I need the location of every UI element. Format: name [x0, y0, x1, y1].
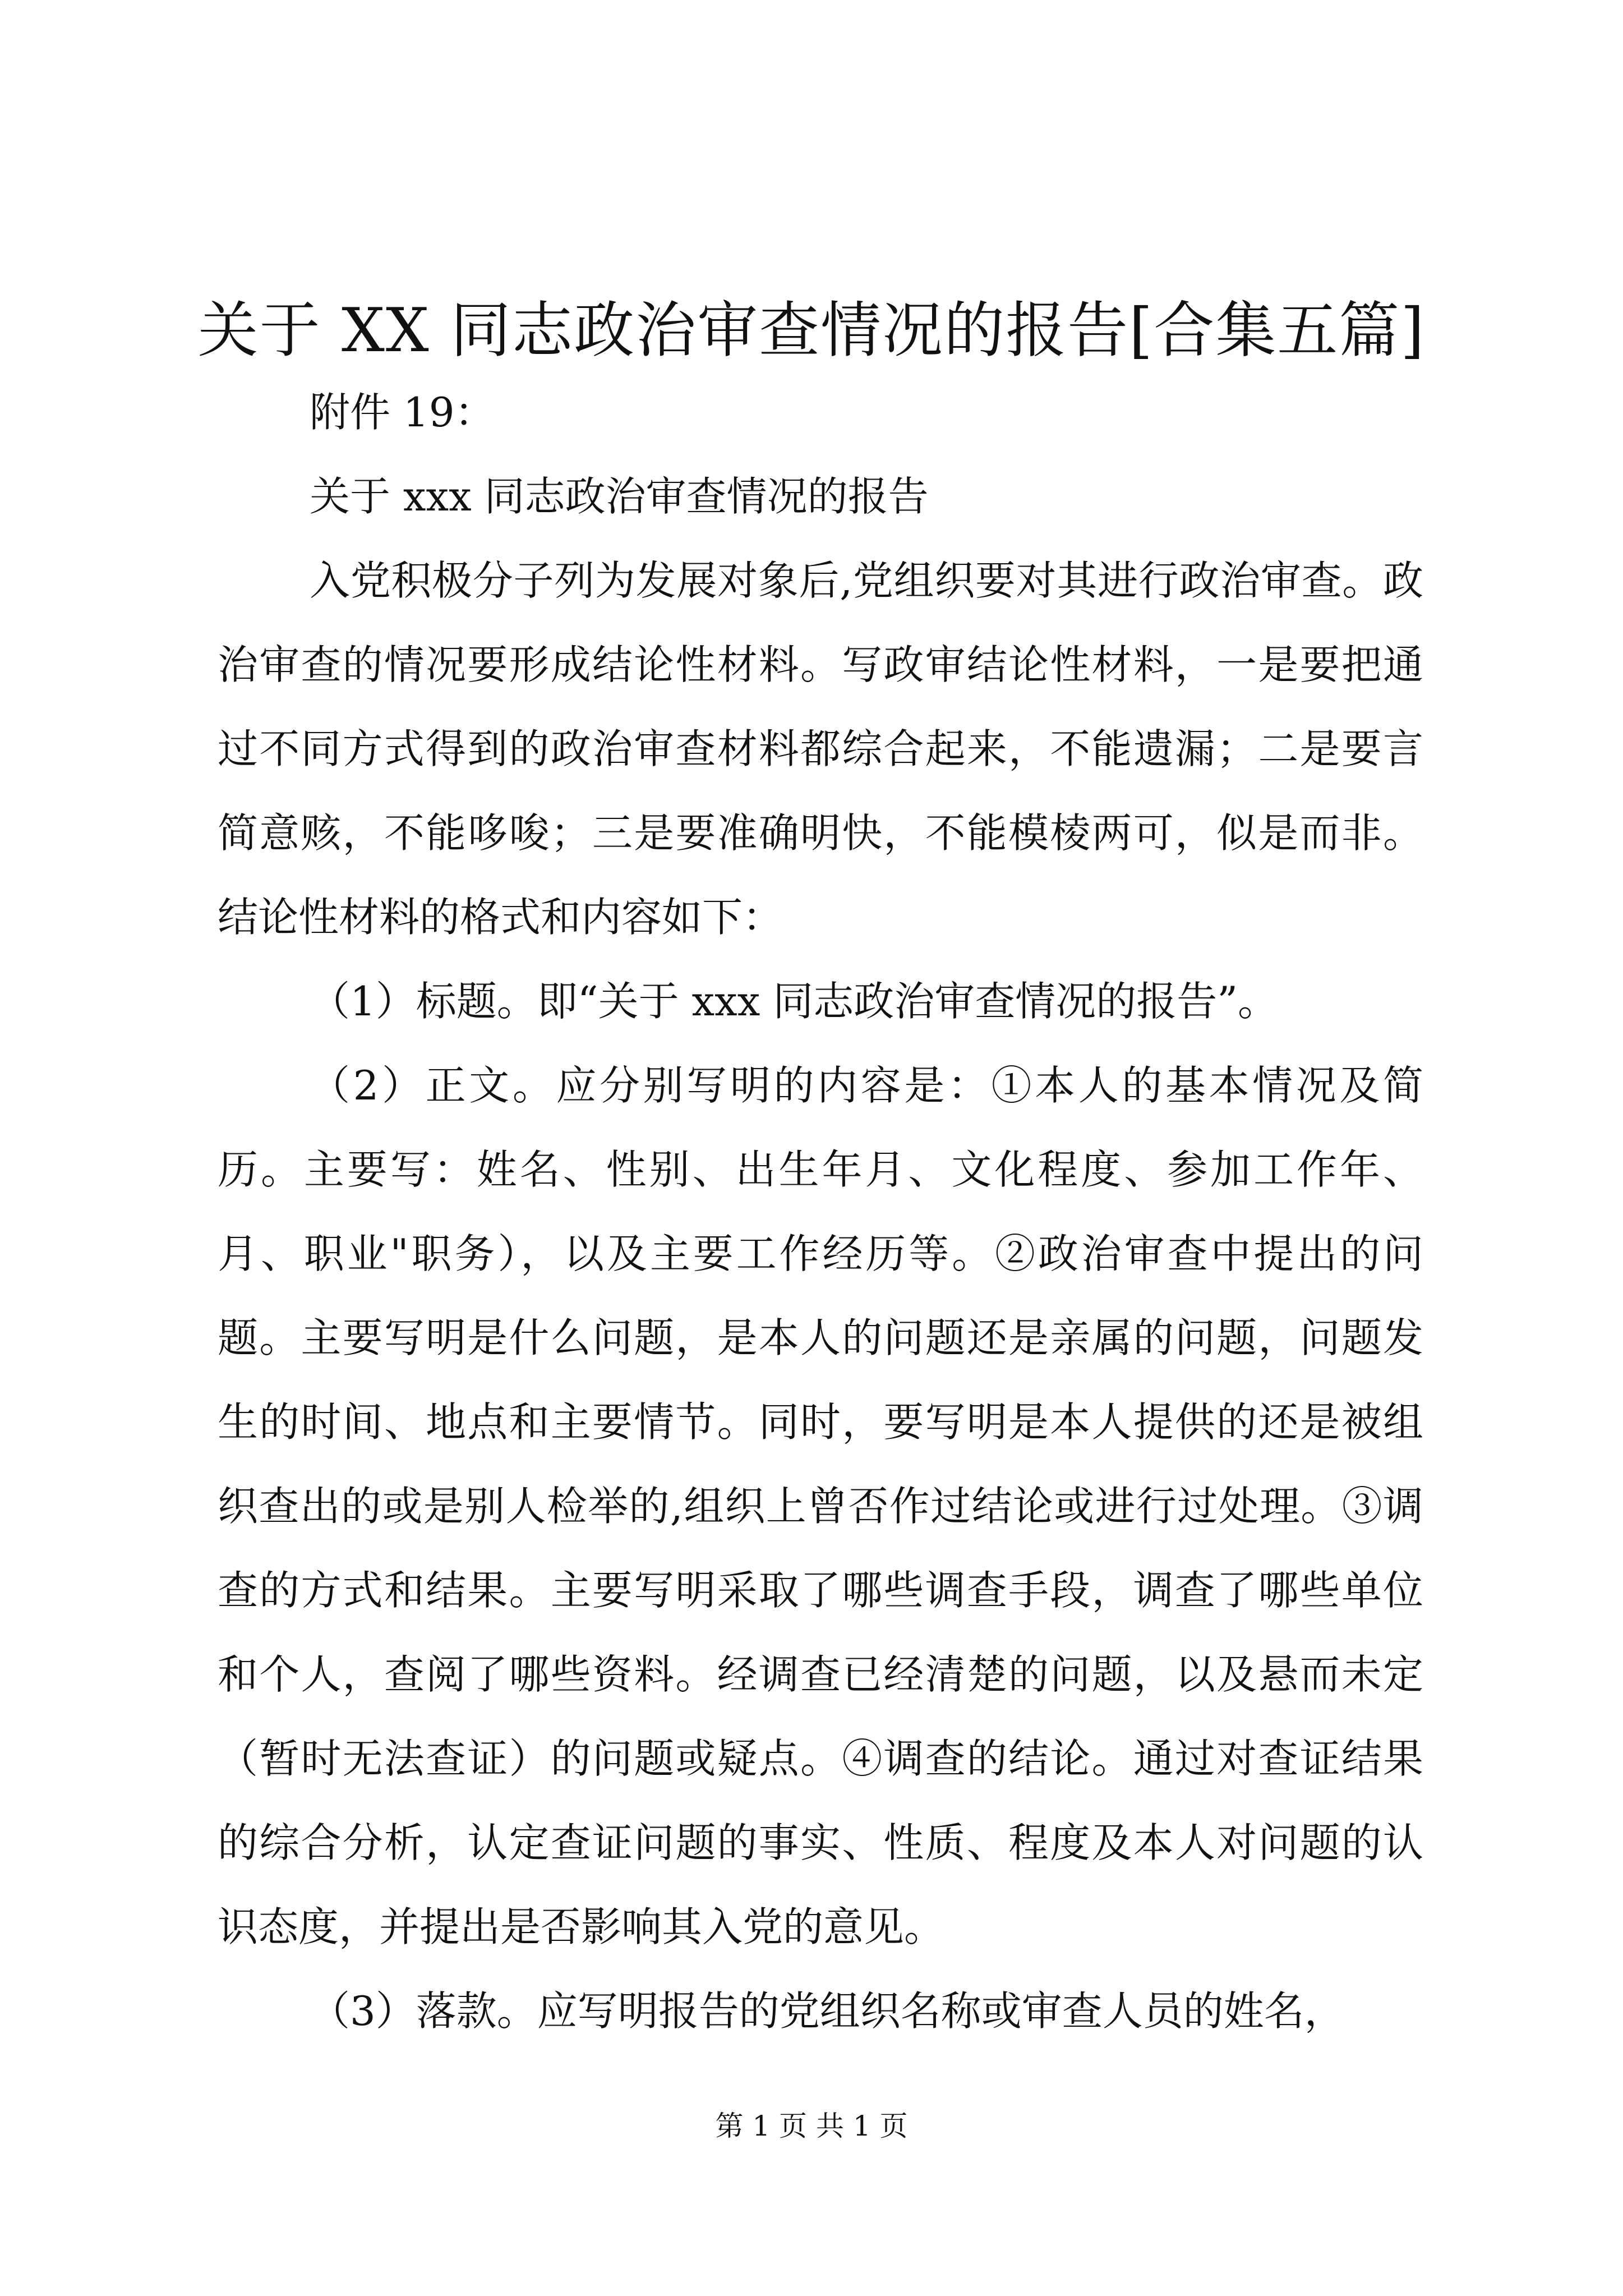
body-paragraph-signature-item: （3）落款。应写明报告的党组织名称或审查人员的姓名，: [310, 1987, 1345, 2035]
body-paragraph-content-item: （2）正文。应分别写明的内容是：①本人的基本情况及简历。主要写：姓名、性别、出生年月、文化程度、参加工作年、月、职业"职务），以及主要工作经历等。②政治审查中提出的问题。主要写明是什么问题，是本人的问题还是亲属的问题，问题发生的时间、地点和主要情节。同时，要写明是本人提供的还是被组织查出的或是别人检举的,组织上曾否作过结论或进行过处理。③调查的方式和结果。主要写明采取了哪些调查手段，调查了哪些单位和个人，查阅了哪些资料。经调查已经清楚的问题，以及悬而未定（暂时无法查证）的问题或疑点。④调查的结论。通过对查证结果的综合分析，认定查证问题的事实、性质、程度及本人对问题的认识态度，并提出是否影响其入党的意见。: [218, 1062, 1423, 1950]
document-body: [218, 370, 1423, 2053]
report-subtitle: 关于 xxx 同志政治审查情况的报告: [310, 473, 929, 520]
attachment-label: 附件 19：: [310, 389, 495, 436]
body-paragraph-title-item: （1）标题。即“关于 xxx 同志政治审查情况的报告”。: [310, 978, 1279, 1025]
page-footer: 第 1 页 共 1 页: [715, 2110, 908, 2142]
body-paragraph-intro: 入党积极分子列为发展对象后,党组织要对其进行政治审查。政治审查的情况要形成结论性材料。写政审结论性材料，一是要把通过不同方式得到的政治审查材料都综合起来，不能遗漏；二是要言简意赅，不能哆唆；三是要准确明快，不能模棱两可，似是而非。结论性材料的格式和内容如下：: [218, 557, 1423, 941]
document-title: 关于 XX 同志政治审查情况的报告[合集五篇]: [197, 296, 1426, 366]
